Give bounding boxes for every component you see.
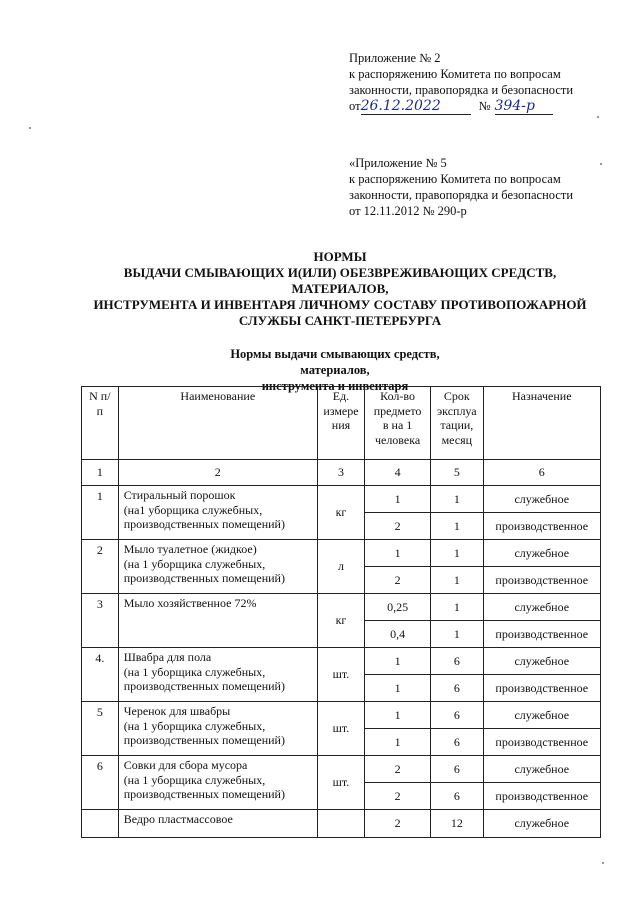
item-purpose: служебное xyxy=(483,594,600,621)
item-purpose: производственное xyxy=(483,675,600,702)
item-term: 6 xyxy=(431,756,483,783)
item-unit: кг xyxy=(317,594,364,648)
subtitle-line: Нормы выдачи смывающих средств, материалов, xyxy=(230,347,440,377)
item-purpose: производственное xyxy=(483,567,600,594)
norms-table xyxy=(81,386,601,838)
appendix-line: от 12.11.2012 № 290-р xyxy=(349,204,467,218)
header-term xyxy=(431,387,483,460)
header-text: измере xyxy=(323,403,359,418)
item-name xyxy=(118,540,317,594)
original-appendix-header xyxy=(349,155,594,219)
item-name-line: Черенок для швабры xyxy=(123,704,231,718)
row-number: 6 xyxy=(82,756,119,810)
item-term: 1 xyxy=(431,513,483,540)
number-prefix: № xyxy=(478,99,491,113)
item-qty: 1 xyxy=(365,648,431,675)
header-purpose: Назначение xyxy=(483,387,600,460)
item-purpose: производственное xyxy=(483,729,600,756)
item-qty: 1 xyxy=(365,729,431,756)
header-text: ния xyxy=(331,418,351,432)
appendix-line: законности, правопорядка и безопасности xyxy=(349,188,574,202)
item-name-line: производственных помещений) xyxy=(123,517,285,531)
item-qty: 0,4 xyxy=(365,621,431,648)
appendix-line: «Приложение № 5 xyxy=(349,156,447,170)
column-index: 2 xyxy=(118,460,317,486)
header-n: N п/п xyxy=(82,387,119,460)
appendix-line: законности, правопорядка и безопасности xyxy=(349,83,574,97)
item-name xyxy=(118,486,317,540)
item-name-line: производственных помещений) xyxy=(123,733,285,747)
table-row xyxy=(82,594,601,621)
item-name-line: (на 1 уборщика служебных, xyxy=(123,664,266,679)
title-line: ВЫДАЧИ СМЫВАЮЩИХ И(ИЛИ) ОБЕЗВРЕЖИВАЮЩИХ СРЕДСТВ, xyxy=(123,265,557,280)
column-index: 1 xyxy=(82,460,119,486)
header-text: Кол-во xyxy=(380,389,415,403)
appendix-line: к распоряжению Комитета по вопросам xyxy=(349,172,561,186)
item-term: 1 xyxy=(431,567,483,594)
item-qty: 2 xyxy=(365,810,431,838)
item-name-line: (на 1 уборщика служебных, xyxy=(123,718,266,733)
item-name xyxy=(118,756,317,810)
column-index: 5 xyxy=(431,460,483,486)
table-row xyxy=(82,702,601,729)
item-unit: л xyxy=(317,540,364,594)
item-purpose: служебное xyxy=(483,486,600,513)
subtitle-line: инструмента и инвентаря xyxy=(261,379,409,393)
item-qty: 2 xyxy=(365,513,431,540)
item-name: Ведро пластмассовое xyxy=(118,810,317,838)
table-header-row xyxy=(82,387,601,460)
item-name-line: (на 1 уборщика служебных, xyxy=(123,556,266,571)
item-qty: 2 xyxy=(365,567,431,594)
item-name-line: производственных помещений) xyxy=(123,571,285,585)
appendix-line: Приложение № 2 xyxy=(349,51,441,65)
scan-speck xyxy=(600,163,602,165)
header-text: предмето xyxy=(373,403,422,418)
item-name-line: Стиральный порошок xyxy=(123,488,236,502)
item-unit: кг xyxy=(317,486,364,540)
table-row xyxy=(82,540,601,567)
row-number: 4. xyxy=(82,648,119,702)
item-name-line: Швабра для пола xyxy=(123,650,212,664)
item-term: 1 xyxy=(431,621,483,648)
table-row xyxy=(82,756,601,783)
item-unit xyxy=(317,810,364,838)
item-term: 6 xyxy=(431,675,483,702)
item-purpose: служебное xyxy=(483,810,600,838)
table-row xyxy=(82,648,601,675)
appendix-line: к распоряжению Комитета по вопросам xyxy=(349,67,561,81)
handwritten-number: 394-р xyxy=(495,98,553,115)
item-name-line: производственных помещений) xyxy=(123,787,285,801)
item-term: 6 xyxy=(431,702,483,729)
scan-speck xyxy=(29,127,31,129)
column-index: 6 xyxy=(483,460,600,486)
item-name xyxy=(118,594,317,648)
header-text: эксплуа xyxy=(437,403,477,418)
header-text: в на 1 xyxy=(382,418,413,432)
row-number: 5 xyxy=(82,702,119,756)
appendix-header xyxy=(349,50,594,115)
item-qty: 1 xyxy=(365,675,431,702)
item-name xyxy=(118,702,317,756)
item-purpose: служебное xyxy=(483,702,600,729)
item-qty: 0,25 xyxy=(365,594,431,621)
item-term: 12 xyxy=(431,810,483,838)
item-purpose: служебное xyxy=(483,756,600,783)
header-name: Наименование xyxy=(118,387,317,460)
item-purpose: служебное xyxy=(483,540,600,567)
scan-speck xyxy=(597,116,599,118)
item-name-line: Совки для сбора мусора xyxy=(123,758,248,772)
item-name-line: производственных помещений) xyxy=(123,679,285,693)
item-qty: 2 xyxy=(365,756,431,783)
title-line: СЛУЖБЫ САНКТ-ПЕТЕРБУРГА xyxy=(238,313,442,328)
item-term: 1 xyxy=(431,540,483,567)
header-text: Ед. xyxy=(332,389,350,403)
item-term: 1 xyxy=(431,486,483,513)
item-qty: 1 xyxy=(365,486,431,513)
title-line: НОРМЫ xyxy=(313,249,367,264)
header-unit xyxy=(317,387,364,460)
column-index: 3 xyxy=(317,460,364,486)
row-number: 2 xyxy=(82,540,119,594)
item-name-line: (на 1 уборщика служебных, xyxy=(123,772,266,787)
item-purpose: производственное xyxy=(483,621,600,648)
column-index-row xyxy=(82,460,601,486)
item-qty: 1 xyxy=(365,702,431,729)
table-row xyxy=(82,486,601,513)
item-qty: 2 xyxy=(365,783,431,810)
item-name xyxy=(118,648,317,702)
scan-speck xyxy=(602,862,604,864)
appendix-date-number xyxy=(349,98,594,115)
item-name-line: Мыло хозяйственное 72% xyxy=(123,596,257,610)
item-name-line: (на1 уборщика служебных, xyxy=(123,502,263,517)
row-number: 1 xyxy=(82,486,119,540)
item-term: 6 xyxy=(431,783,483,810)
title-line: МАТЕРИАЛОВ, xyxy=(291,281,389,296)
column-index: 4 xyxy=(365,460,431,486)
item-term: 6 xyxy=(431,729,483,756)
item-unit: шт. xyxy=(317,756,364,810)
header-text: месяц xyxy=(441,432,473,447)
item-name-line: Мыло туалетное (жидкое) xyxy=(123,542,257,556)
table-row xyxy=(82,810,601,838)
item-qty: 1 xyxy=(365,540,431,567)
title-line: ИНСТРУМЕНТА И ИНВЕНТАРЯ ЛИЧНОМУ СОСТАВУ ПРОТИВОПОЖАРНОЙ xyxy=(93,297,587,312)
date-prefix: от xyxy=(349,99,361,113)
header-text: человека xyxy=(374,432,421,447)
item-unit: шт. xyxy=(317,702,364,756)
item-purpose: производственное xyxy=(483,513,600,540)
item-unit: шт. xyxy=(317,648,364,702)
document-title xyxy=(80,249,600,329)
header-text: Срок xyxy=(443,389,470,403)
item-purpose: производственное xyxy=(483,783,600,810)
item-term: 1 xyxy=(431,594,483,621)
item-purpose: служебное xyxy=(483,648,600,675)
item-term: 6 xyxy=(431,648,483,675)
handwritten-date: 26.12.2022 xyxy=(361,98,471,115)
row-number: 3 xyxy=(82,594,119,648)
row-number xyxy=(82,810,119,838)
header-text: тации, xyxy=(440,418,474,432)
header-qty xyxy=(365,387,431,460)
